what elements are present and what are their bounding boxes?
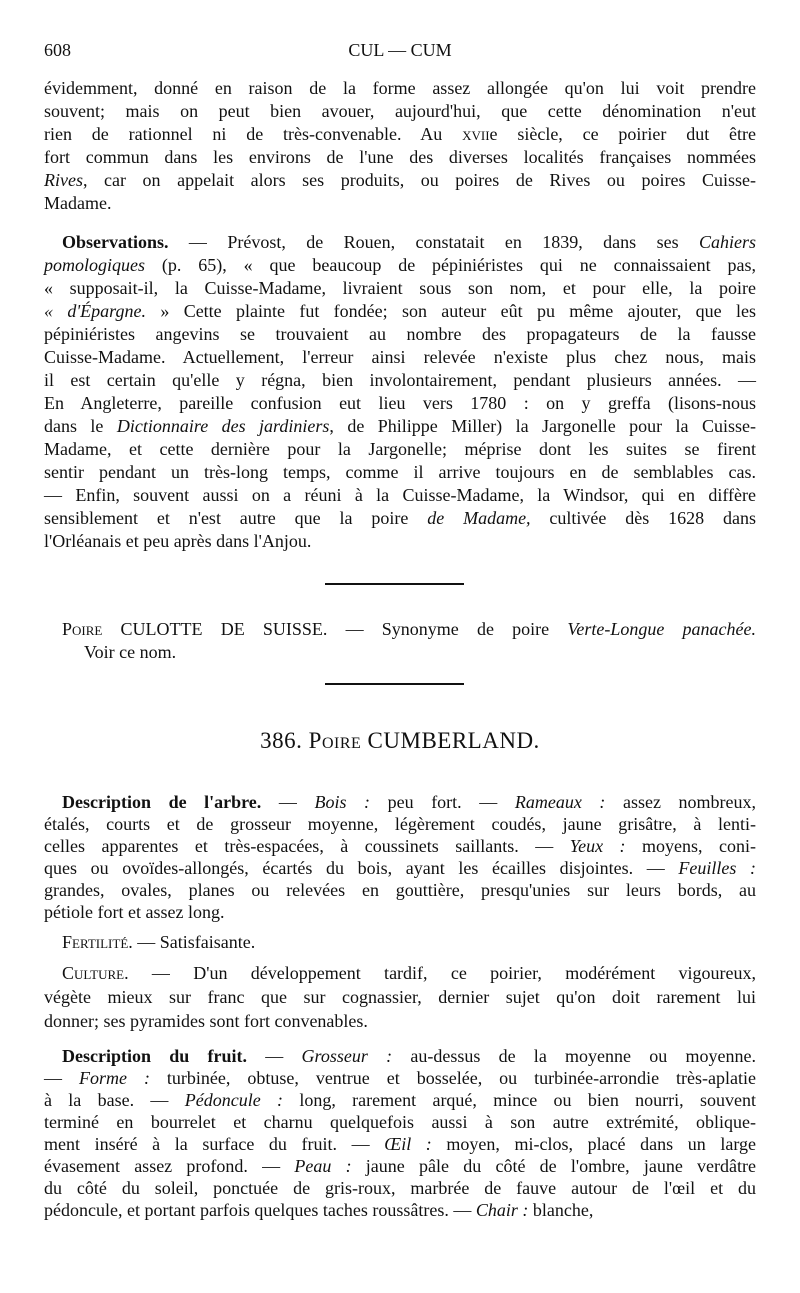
text-run: évidemment, donné en raison de la forme assez allongée qu'on lui voit prendre [44, 78, 756, 98]
text-run: — Satisfaisante. [132, 932, 256, 952]
text-run: sensiblement et n'est autre que la poire [44, 508, 428, 528]
text-run: assez nombreux, [605, 792, 757, 812]
text-run: (p. 65), « que beaucoup de pépiniéristes qui ne connaissaient pas, [145, 255, 756, 275]
run-in-heading: Observations. [62, 232, 169, 252]
text-run: jaune pâle du côté de l'ombre, jaune verdâtre [351, 1156, 757, 1176]
text-run: celles apparentes et très-espacées, à coussinets saillants. — [44, 836, 570, 856]
text-run: Voir ce nom. [84, 642, 177, 662]
section-prefix: Poire [308, 728, 362, 753]
text-line [44, 530, 756, 553]
text-line [44, 392, 756, 415]
text-run: pétiole fort et assez long. [44, 902, 225, 922]
text-line [44, 931, 756, 954]
text-line [44, 985, 756, 1009]
text-line [44, 484, 756, 507]
text-run: pomologiques [44, 255, 145, 275]
paragraph-description-arbre [44, 791, 756, 923]
text-line [44, 879, 756, 901]
paragraph-continuation [44, 77, 756, 215]
text-run: Feuilles : [678, 858, 757, 878]
text-line [44, 618, 756, 641]
text-run: Rameaux : [514, 792, 606, 812]
page-number: 608 [44, 40, 71, 60]
text-run: évasement assez profond. — [44, 1156, 295, 1176]
text-run: végète mieux sur franc que sur cognassier, dernier sujet qu'on doit rarement lui [44, 987, 756, 1007]
text-run: « supposait-il, la Cuisse-Madame, livraient sous son nom, et pour elle, la poire [44, 278, 756, 298]
text-line [44, 1089, 756, 1111]
text-run: » Cette plainte fut fondée; son auteur eût pu même ajouter, que les [146, 301, 757, 321]
text-run: Œil : [384, 1134, 432, 1154]
text-run: il est certain qu'elle y régna, bien involontairement, pendant plusieurs années. — [44, 370, 756, 390]
text-run: CULOTTE DE SUISSE. — Synonyme de poire [102, 619, 568, 639]
text-line [44, 813, 756, 835]
text-run: ques ou ovoïdes-allongés, écartés du bois, ayant les écailles disjointes. — [44, 858, 679, 878]
text-run: donner; ses pyramides sont fort convenables. [44, 1011, 368, 1031]
text-run: Cuisse-Madame. Actuellement, l'erreur ainsi relevée n'existe plus chez nous, mais [44, 347, 756, 367]
text-run: au-dessus de la moyenne ou moyenne. [392, 1046, 757, 1066]
text-line [44, 1009, 756, 1033]
text-run: Peau : [294, 1156, 352, 1176]
text-line [44, 231, 756, 254]
text-run: — Prévost, de Rouen, constatait en 1839, dans ses [168, 232, 699, 252]
text-line [44, 277, 756, 300]
section-number: 386. [260, 728, 303, 753]
text-run: Grosseur : [301, 1046, 393, 1066]
text-line [44, 1133, 756, 1155]
text-run: Pédoncule : [184, 1090, 284, 1110]
text-run: de Madame, [427, 508, 531, 528]
text-run: moyen, mi-clos, placé dans un large [431, 1134, 756, 1154]
text-line [44, 857, 756, 879]
text-line [44, 77, 756, 100]
text-line [44, 300, 756, 323]
text-run: xvii [462, 124, 490, 144]
text-line [44, 1199, 756, 1221]
text-run: dans le [44, 416, 117, 436]
text-line [44, 369, 756, 392]
text-line [44, 1155, 756, 1177]
paragraph-observations [44, 231, 756, 553]
text-line [44, 1067, 756, 1089]
text-line [44, 192, 756, 215]
text-line [44, 641, 756, 664]
text-line [44, 1111, 756, 1133]
text-run: du côté du soleil, ponctuée de gris-roux, marbrée de fauve autour de l'œil et du [44, 1178, 756, 1198]
section-divider [325, 583, 464, 585]
text-run: blanche, [528, 1200, 594, 1220]
text-run: rien de rationnel ni de très-convenable. Au [44, 124, 463, 144]
running-title: CUL — CUM [348, 40, 452, 60]
text-line [44, 346, 756, 369]
text-run: cultivée dès 1628 dans [530, 508, 756, 528]
text-line [44, 415, 756, 438]
text-line [44, 1045, 756, 1067]
text-line [44, 438, 756, 461]
text-run: souvent; mais on peut bien avouer, aujourd'hui, que cette dénomination n'eut [44, 101, 756, 121]
run-in-heading: Description du fruit. [62, 1046, 247, 1066]
text-line [44, 901, 756, 923]
text-run: « d'Épargne. [44, 301, 147, 321]
text-run: Chair : [475, 1200, 529, 1220]
text-run: sentir pendant un très-long temps, comme il arrive toujours en de semblables cas. [44, 462, 756, 482]
text-run: Culture. [62, 963, 129, 983]
text-run: fort commun dans les environs de l'une des diverses localités françaises nommées [44, 147, 756, 167]
text-run: En Angleterre, pareille confusion eut lieu vers 1780 : on y greffa (lisons-nous [44, 393, 756, 413]
text-run: long, rarement arqué, mince ou bien nourri, souvent [283, 1090, 756, 1110]
text-run: Madame, et cette dernière pour la Jargonelle; méprise dont les suites se firent [44, 439, 756, 459]
run-in-heading: Description de l'arbre. [62, 792, 262, 812]
text-run: l'Orléanais et peu après dans l'Anjou. [44, 531, 312, 551]
text-line [44, 791, 756, 813]
text-run: turbinée, obtuse, ventrue et bosselée, ou turbinée-arrondie très-aplatie [149, 1068, 757, 1088]
text-run: ment inséré à la surface du fruit. — [44, 1134, 385, 1154]
paragraph-fertilite [44, 931, 756, 954]
text-run: Yeux : [569, 836, 626, 856]
section-title [0, 728, 800, 754]
paragraph-culture [44, 961, 756, 1033]
text-run: Bois : [314, 792, 371, 812]
section-name: CUMBERLAND. [367, 728, 540, 753]
text-run: — [247, 1046, 302, 1066]
text-run: Verte-Longue panachée. [567, 619, 756, 639]
paragraph-culotte-de-suisse [44, 618, 756, 664]
text-run: à la base. — [44, 1090, 185, 1110]
text-run: étalés, courts et de grosseur moyenne, légèrement coudés, jaune grisâtre, à lenti- [44, 814, 756, 834]
text-run: pédoncule, et portant parfois quelques taches roussâtres. — [44, 1200, 476, 1220]
text-line [44, 507, 756, 530]
text-line [44, 146, 756, 169]
text-line [44, 835, 756, 857]
text-run: e siècle, ce poirier dut être [489, 124, 756, 144]
text-line [44, 254, 756, 277]
section-divider [325, 683, 464, 685]
text-line [44, 169, 756, 192]
text-run: — D'un développement tardif, ce poirier, modérément vigoureux, [128, 963, 756, 983]
text-line [44, 323, 756, 346]
text-run: Forme : [78, 1068, 150, 1088]
text-run: — [261, 792, 315, 812]
text-run: Poire [62, 619, 103, 639]
text-run: Dictionnaire des jardiniers [116, 416, 330, 436]
text-run: grandes, ovales, planes ou relevées en gouttière, presqu'unies sur leurs bords, au [44, 880, 756, 900]
text-line [44, 100, 756, 123]
text-run: — Enfin, souvent aussi on a réuni à la Cuisse-Madame, la Windsor, qui en diffère [44, 485, 756, 505]
text-run: Rives [44, 170, 83, 190]
paragraph-description-fruit [44, 1045, 756, 1221]
text-line [44, 461, 756, 484]
text-run: peu fort. — [370, 792, 515, 812]
text-run: Fertilité. [62, 932, 133, 952]
text-line [44, 123, 756, 146]
text-line [44, 1177, 756, 1199]
text-run: , de Philippe Miller) la Jargonelle pour la Cuisse- [329, 416, 756, 436]
text-run: Cahiers [698, 232, 756, 252]
text-run: Madame. [44, 193, 112, 213]
text-run: , car on appelait alors ses produits, ou poires de Rives ou poires Cuisse- [82, 170, 756, 190]
text-run: — [44, 1068, 79, 1088]
text-line [44, 961, 756, 985]
text-run: pépiniéristes angevins se trouvaient au nombre des propagateurs de la fausse [44, 324, 756, 344]
text-run: moyens, coni- [625, 836, 756, 856]
text-run: terminé en bourrelet et charnu quelquefois aussi à son autre extrémité, oblique- [44, 1112, 756, 1132]
